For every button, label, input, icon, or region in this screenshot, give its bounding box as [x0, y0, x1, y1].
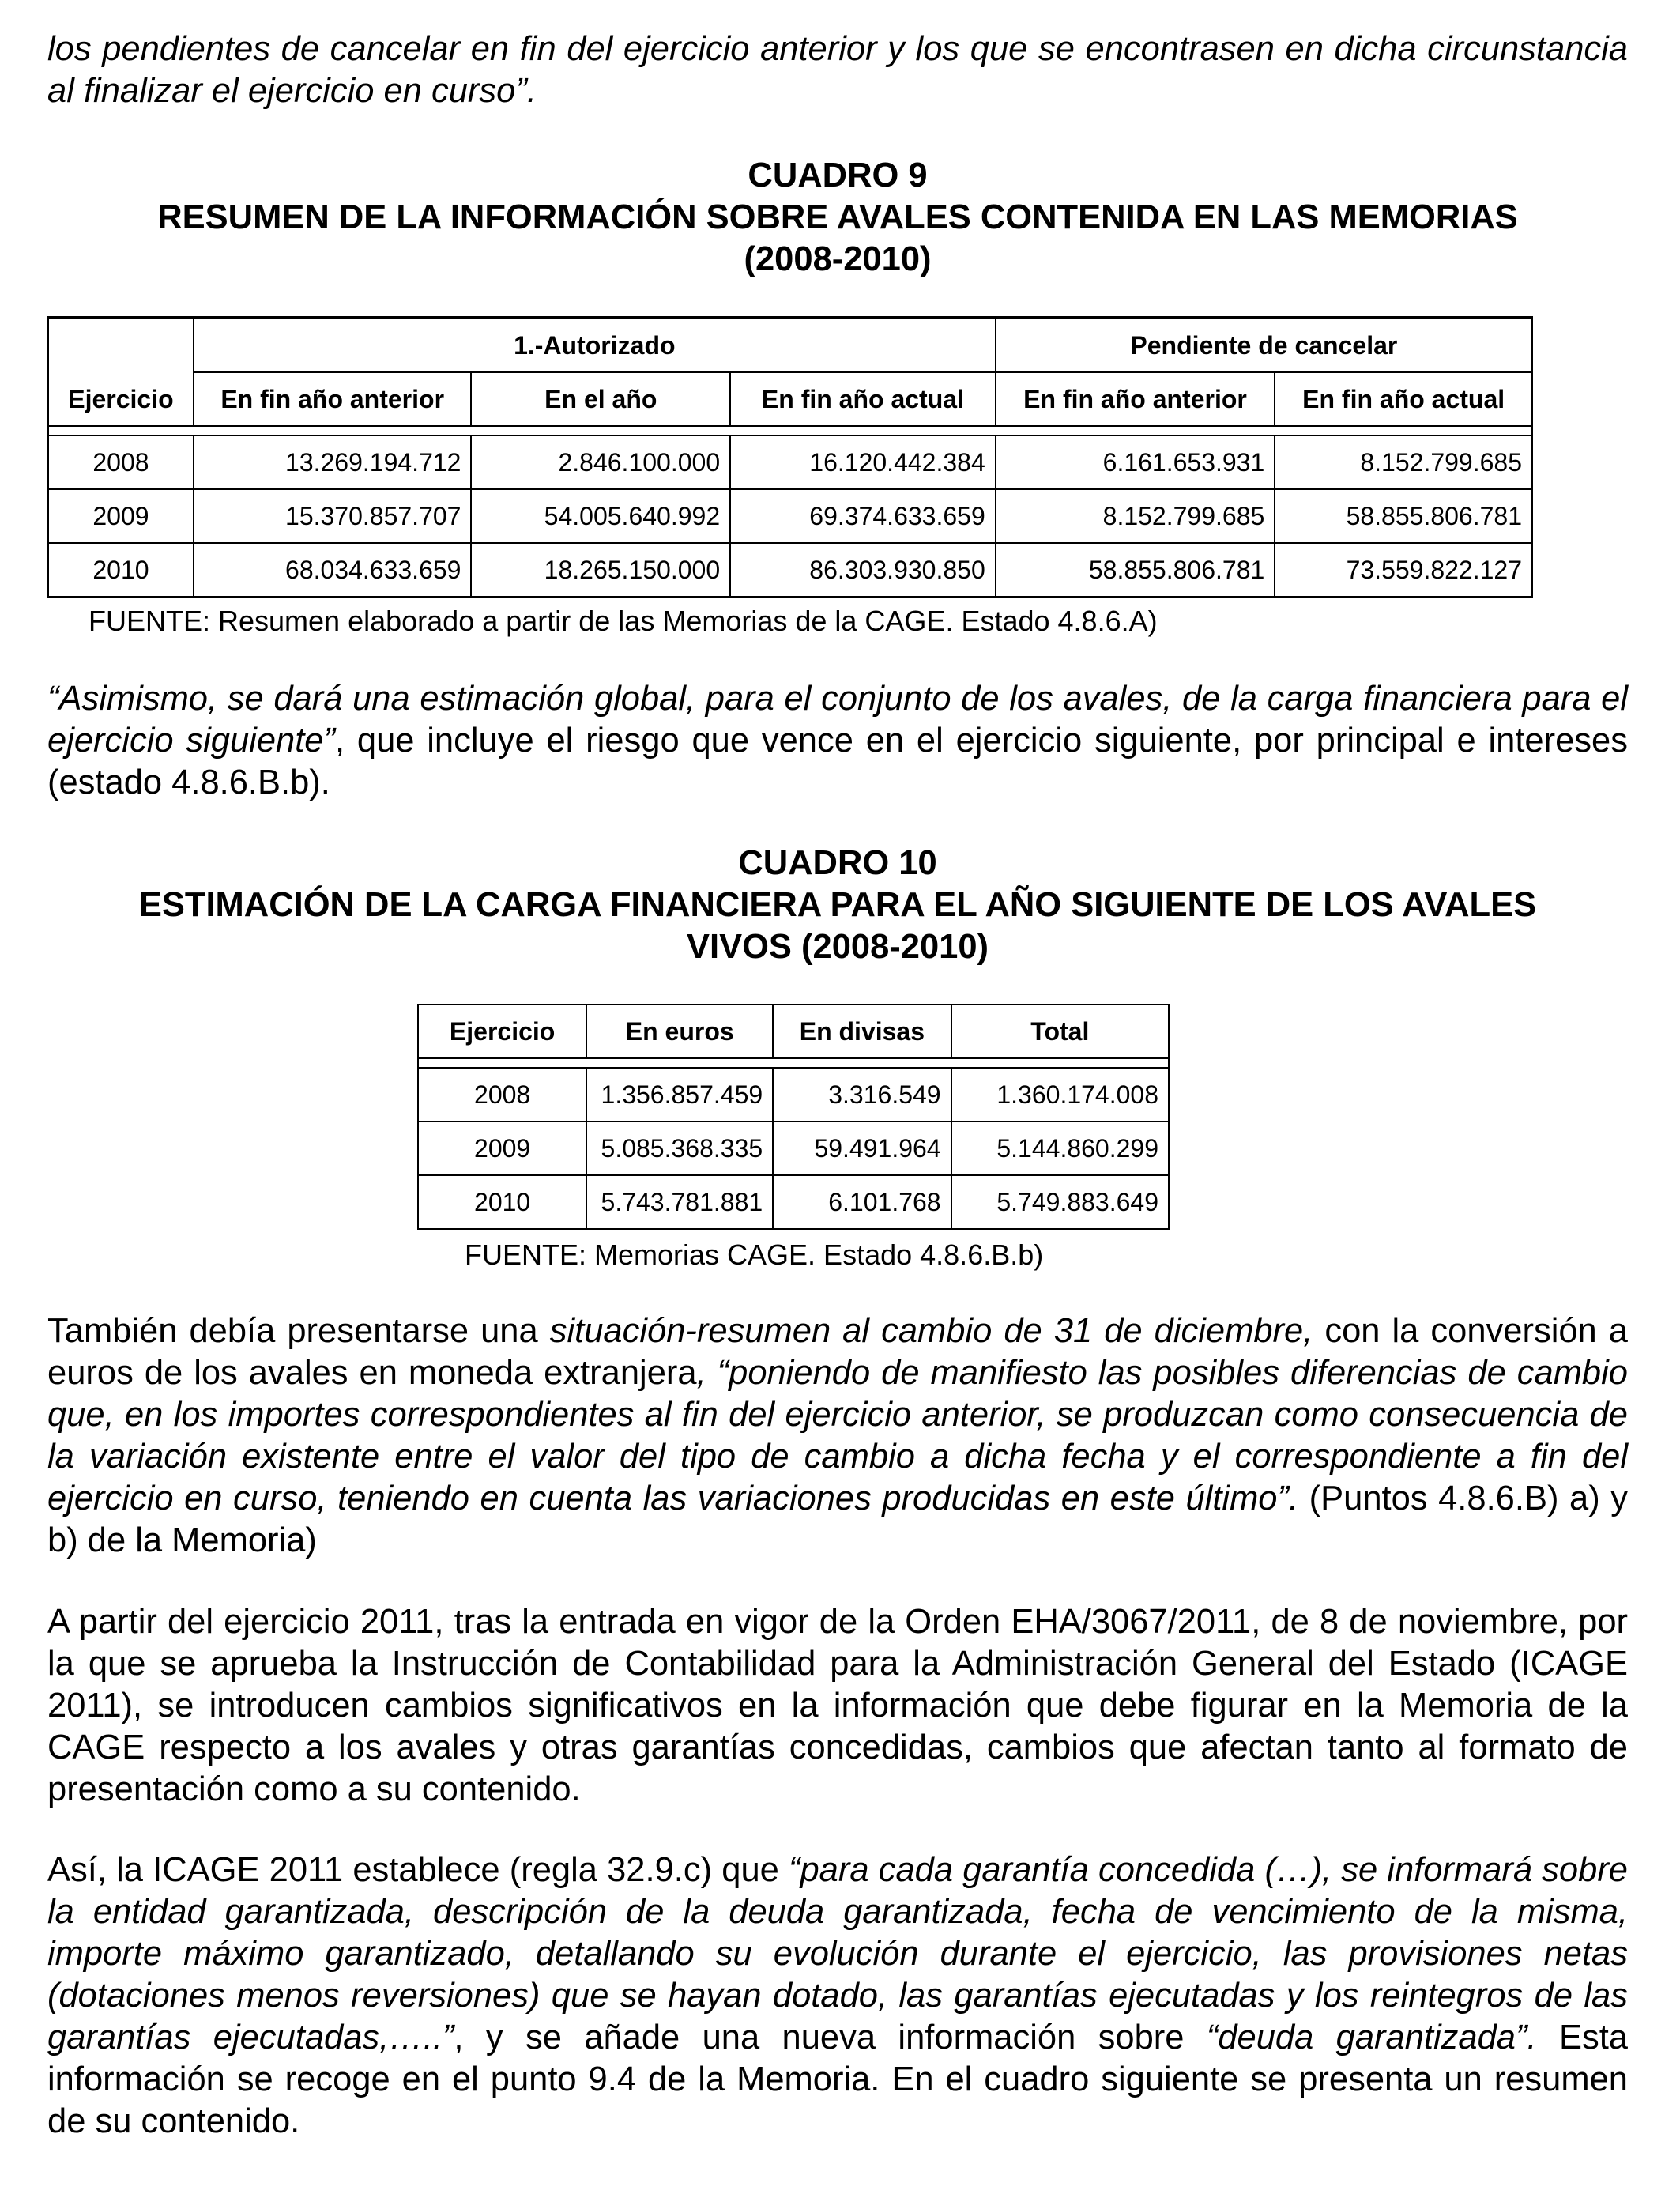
para-regla: [47, 1849, 1628, 2143]
cuadro10-title-line1: ESTIMACIÓN DE LA CARGA FINANCIERA PARA EL AÑO SIGUIENTE DE LOS AVALES: [138, 886, 1537, 924]
col-total: Total: [951, 1005, 1169, 1058]
cell: 54.005.640.992: [471, 489, 730, 543]
cell: 1.360.174.008: [951, 1068, 1169, 1122]
cell: 16.120.442.384: [730, 435, 996, 489]
para5-a: Así, la ICAGE 2011 establece (regla 32.9.c) que: [47, 1851, 789, 1889]
col-pend-fin-anterior: En fin año anterior: [996, 372, 1275, 426]
cuadro10-table: [417, 1004, 1170, 1230]
para-situacion-resumen: [47, 1310, 1628, 1562]
col-ejercicio: Ejercicio: [48, 318, 194, 426]
para3-a: También debía presentarse una: [47, 1312, 550, 1350]
cell: 86.303.930.850: [730, 543, 996, 597]
para5-d: “deuda garantizada”.: [1206, 2019, 1537, 2056]
para3-b: situación-resumen al cambio de 31 de diciembre,: [549, 1312, 1313, 1350]
para3-e: (Puntos 4.8.6.B) a) y b) de la Memoria): [47, 1480, 1628, 1559]
cell: 13.269.194.712: [194, 435, 472, 489]
intro-text: los pendientes de cancelar en fin del ejercicio anterior y los que se encontrasen en dicha circunstancia al finalizar el ejercicio en curso”.: [47, 30, 1628, 110]
cell: 73.559.822.127: [1275, 543, 1532, 597]
group-autorizado: 1.-Autorizado: [194, 318, 996, 372]
cuadro9-title: RESUMEN DE LA INFORMACIÓN SOBRE AVALES CONTENIDA EN LAS MEMORIAS: [157, 198, 1518, 236]
cell: 68.034.633.659: [194, 543, 472, 597]
intro-paragraph: [47, 28, 1628, 112]
col-pend-fin-actual: En fin año actual: [1275, 372, 1532, 426]
row-year: 2008: [418, 1068, 586, 1122]
cell: 59.491.964: [773, 1122, 951, 1175]
col-en-divisas: En divisas: [773, 1005, 951, 1058]
cell: 5.144.860.299: [951, 1122, 1169, 1175]
cuadro10-source: FUENTE: Memorias CAGE. Estado 4.8.6.B.b): [465, 1238, 1044, 1271]
cell: 1.356.857.459: [586, 1068, 773, 1122]
table-row: [418, 1068, 1169, 1122]
cuadro9-table: [47, 316, 1533, 598]
cell: 6.161.653.931: [996, 435, 1275, 489]
col-en-el-ano: En el año: [471, 372, 730, 426]
cell: 8.152.799.685: [1275, 435, 1532, 489]
table-row: [48, 435, 1532, 489]
table-spacer: [48, 426, 1532, 435]
para3-d: , “poniendo de manifiesto las posibles diferencias de cambio que, en los importes correspondientes al fin del ejercicio anterior, se produzcan como consecuencia de la variación existente entre el valor del tipo de cambio a dicha fecha y el correspondiente a fin del ejercicio en curso, teniendo en cuenta las variaciones producidas en este último”.: [47, 1354, 1628, 1517]
row-year: 2009: [48, 489, 194, 543]
row-year: 2008: [48, 435, 194, 489]
table-row: [48, 543, 1532, 597]
table-row: [418, 1175, 1169, 1229]
para5-b: “para cada garantía concedida (…), se informará sobre la entidad garantizada, descripción de la deuda garantizada, fecha de vencimiento de la misma, importe máximo garantizado, detallando su evolución durante el ejercicio, las provisiones netas (dotaciones menos reversiones) que se hayan dotado, las garantías ejecutadas y los reintegros de las garantías ejecutadas,…..”: [47, 1851, 1628, 2056]
cell: 58.855.806.781: [996, 543, 1275, 597]
para-icage: [47, 1601, 1628, 1811]
row-year: 2009: [418, 1122, 586, 1175]
cell: 58.855.806.781: [1275, 489, 1532, 543]
cuadro9-label: CUADRO 9: [748, 156, 928, 194]
para2-rest: , que incluye el riesgo que vence en el ejercicio siguiente, por principal e intereses (estado 4.8.6.B.b).: [47, 722, 1628, 801]
cell: 5.085.368.335: [586, 1122, 773, 1175]
cuadro10-title-line2: VIVOS (2008-2010): [686, 928, 989, 966]
cell: 5.749.883.649: [951, 1175, 1169, 1229]
para-estimacion: [47, 678, 1628, 804]
table-row: [48, 489, 1532, 543]
cell: 18.265.150.000: [471, 543, 730, 597]
para5-c: , y se añade una nueva información sobre: [454, 2019, 1207, 2056]
cell: 5.743.781.881: [586, 1175, 773, 1229]
cell: 15.370.857.707: [194, 489, 472, 543]
cuadro10-label: CUADRO 10: [738, 844, 937, 882]
col-fin-anterior: En fin año anterior: [194, 372, 472, 426]
cuadro9-years: (2008-2010): [744, 240, 932, 278]
cell: 6.101.768: [773, 1175, 951, 1229]
table-spacer: [418, 1058, 1169, 1068]
col-ejercicio: Ejercicio: [418, 1005, 586, 1058]
para4-text: A partir del ejercicio 2011, tras la entrada en vigor de la Orden EHA/3067/2011, de 8 de noviembre, por la que se aprueba la Instrucción de Contabilidad para la Administración General del Estado (ICAGE 2011), se introducen cambios significativos en la información que debe figurar en la Memoria de la CAGE respecto a los avales y otras garantías concedidas, cambios que afectan tanto al formato de presentación como a su contenido.: [47, 1603, 1628, 1808]
row-year: 2010: [418, 1175, 586, 1229]
cell: 69.374.633.659: [730, 489, 996, 543]
cuadro10-caption: [47, 843, 1628, 968]
col-fin-actual: En fin año actual: [730, 372, 996, 426]
table-row: [418, 1122, 1169, 1175]
para2-quote: “Asimismo, se dará una estimación global, para el conjunto de los avales, de la carga financiera para el ejercicio siguiente”: [47, 680, 1628, 760]
group-pendiente: Pendiente de cancelar: [996, 318, 1532, 372]
cell: 8.152.799.685: [996, 489, 1275, 543]
row-year: 2010: [48, 543, 194, 597]
col-en-euros: En euros: [586, 1005, 773, 1058]
para5-e: Esta información se recoge en el punto 9.4 de la Memoria. En el cuadro siguiente se presenta un resumen de su contenido.: [47, 2019, 1628, 2140]
cuadro9-caption: [47, 155, 1628, 281]
cell: 2.846.100.000: [471, 435, 730, 489]
para3-c: con la conversión a euros de los avales en moneda extranjera: [47, 1312, 1628, 1392]
cell: 3.316.549: [773, 1068, 951, 1122]
cuadro9-source: FUENTE: Resumen elaborado a partir de las Memorias de la CAGE. Estado 4.8.6.A): [89, 605, 1158, 637]
